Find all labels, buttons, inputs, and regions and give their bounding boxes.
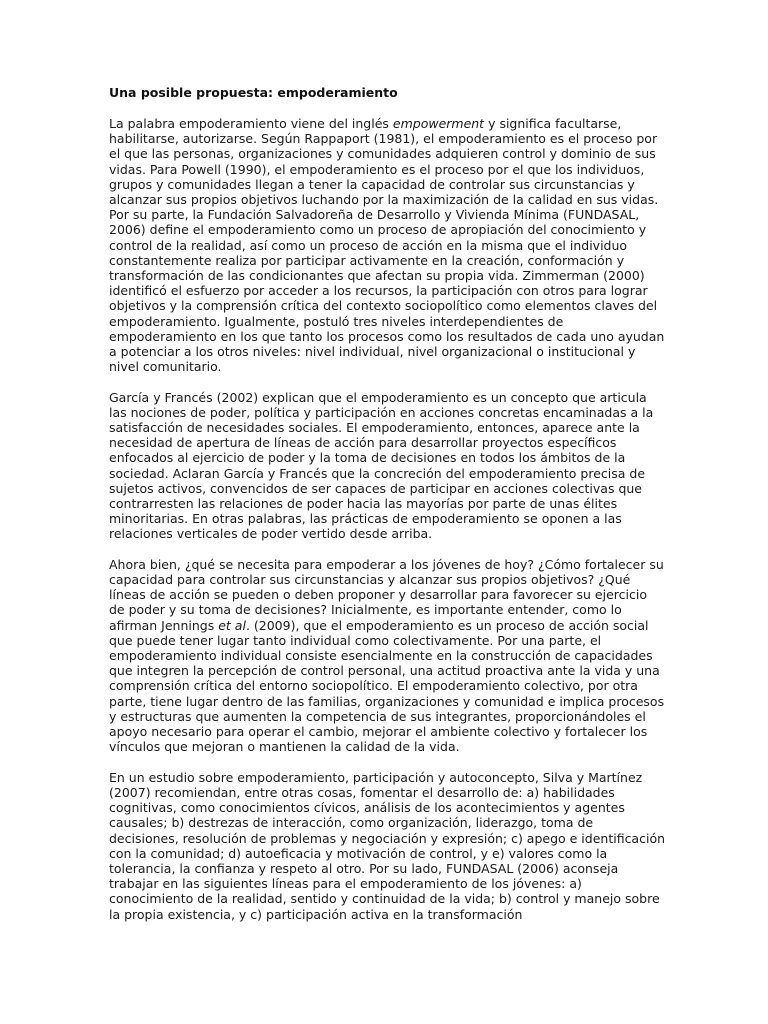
paragraph-3-text-c: . (2009), que el empoderamiento es un proceso de acción social que puede tener lugar tanto individual como colectivamente. Por una parte, el empoderamiento individual consiste esencialmente en la construcción de capacidades que integren la percepción de control personal, una actitud proactiva ante la vida y una comprensión crítica del entorno sociopolítico. El empoderamiento colectivo, por otra parte, tiene lugar dentro de las familias, organizaciones y comunidad e implica procesos y estructuras que aumenten la competencia de sus integrantes, proporcionándoles el apoyo necesario para operar el cambio, mejorar el ambiente colectivo y fortalecer los vínculos que mejoran o mantienen la calidad de la vida. <box>109 617 665 755</box>
document-body <box>109 85 665 937</box>
paragraph-4: En un estudio sobre empoderamiento, participación y autoconcepto, Silva y Martínez (2007) recomiendan, entre otras cosas, fomentar el desarrollo de: a) habilidades cognitivas, como conocimientos cívicos, análisis de los acontecimientos y agentes causales; b) destrezas de interacción, como organización, liderazgo, toma de decisiones, resolución de problemas y negociación y expresión; c) apego e identificación con la comunidad; d) autoeficacia y motivación de control, y e) valores como la tolerancia, la confianza y respeto al otro. Por su lado, FUNDASAL (2006) aconseja trabajar en las siguientes líneas para el empoderamiento de los jóvenes: a) conocimiento de la realidad, sentido y continuidad de la vida; b) control y manejo sobre la propia existencia, y c) participación activa en la transformación <box>109 769 666 922</box>
paragraph-3-text-a: Ahora bien, ¿qué se necesita para empoderar a los jóvenes de hoy? ¿Cómo fortalecer su capacidad para controlar sus circunstancias y alcanzar sus propios objetivos? ¿Qué líneas de acción se pueden o deben proponer y desarrollar para favorecer su ejercicio de poder y su toma de decisiones? Inicialmente, es importante entender, como lo afirman Jennings <box>109 556 664 633</box>
paragraph-1-text-c: y significa facultarse, habilitarse, autorizarse. Según Rappaport (1981), el empoderamiento es el proceso por el que las personas, organizaciones y comunidades adquieren control y dominio de sus vidas. Para Powell (1990), el empoderamiento es el proceso por el que los individuos, grupos y comunidades llegan a tener la capacidad de controlar sus circunstancias y alcanzar sus propios objetivos luchando por la maximización de la calidad en sus vidas. Por su parte, la Fundación Salvadoreña de Desarrollo y Vivienda Mínima (FUNDASAL, 2006) define el empoderamiento como un proceso de apropiación del conocimiento y control de la realidad, así como un proceso de acción en la misma que el individuo constantemente realiza por participar activamente en la creación, conformación y transformación de las condicionantes que afectan su propia vida. Zimmerman (2000) identificó el esfuerzo por acceder a los recursos, la participación con otros para lograr objetivos y la comprensión crítica del contexto sociopolítico como elementos claves del empoderamiento. Igualmente, postuló tres niveles interdependientes de empoderamiento en los que tanto los procesos como los resultados de cada uno ayudan a potenciar a los otros niveles: nivel individual, nivel organizacional o institucional y nivel comunitario. <box>109 116 665 375</box>
paragraph-3-italic-etal: et al <box>218 617 246 633</box>
paragraph-1 <box>109 116 665 374</box>
paragraph-3 <box>109 557 665 755</box>
paragraph-1-text-a: La palabra empoderamiento viene del inglés <box>109 116 393 131</box>
paragraph-2: García y Francés (2002) explican que el empoderamiento es un concepto que articula las nociones de poder, política y participación en acciones concretas encaminadas a la satisfacción de necesidades sociales. El empoderamiento, entonces, aparece ante la necesidad de apertura de líneas de acción para desarrollar proyectos específicos enfocados al ejercicio de poder y la toma de decisiones en todos los ámbitos de la sociedad. Aclaran García y Francés que la concreción del empoderamiento precisa de sujetos activos, convencidos de ser capaces de participar en acciones colectivas que contrarresten las relaciones de poder hacia las mayorías por parte de unas élites minoritarias. En otras palabras, las prácticas de empoderamiento se oponen a las relaciones verticales de poder vertido desde arriba. <box>109 389 654 542</box>
section-title: Una posible propuesta: empoderamiento <box>109 85 398 100</box>
paragraph-1-italic-term: empowerment <box>392 116 485 131</box>
